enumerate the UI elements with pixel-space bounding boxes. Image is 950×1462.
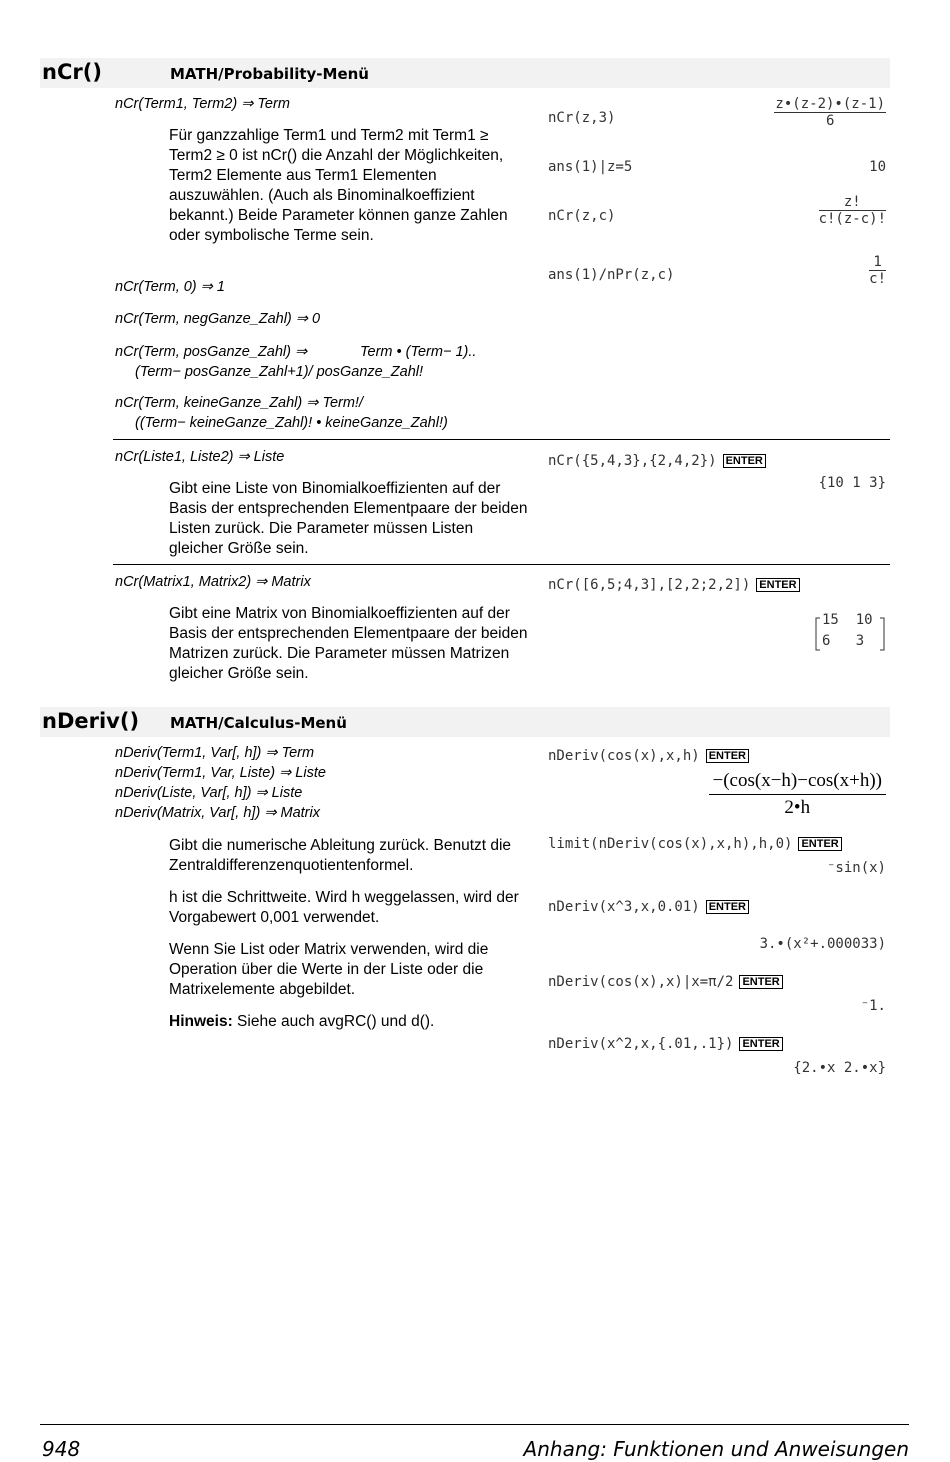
example-output (774, 96, 886, 129)
matrix-row: 6 3 (822, 633, 865, 649)
menu-path: MATH/Calculus-Menü (170, 714, 347, 732)
matrix-output (814, 612, 886, 654)
example-input: nCr(z,c) (548, 208, 616, 224)
page-number: 948 (42, 1437, 81, 1461)
note-text: Siehe auch avgRC() und d(). (237, 1013, 435, 1030)
syntax-line: nCr(Term, negGanze_Zahl) ⇒ 0 (115, 311, 321, 327)
note-label: Hinweis: (169, 1013, 233, 1030)
example-input: nCr(z,3) (548, 110, 616, 126)
example-output (869, 254, 886, 287)
fraction-numerator: 1 (869, 254, 886, 271)
enter-key-icon: ENTER (739, 1037, 782, 1051)
syntax-line: (Term− posGanze_Zahl+1)/ posGanze_Zahl! (135, 364, 424, 380)
section-divider (113, 439, 890, 440)
example-output: ⁻1. (860, 998, 886, 1014)
note-paragraph (169, 1012, 534, 1032)
syntax-line: nDeriv(Term1, Var, Liste) ⇒ Liste (115, 765, 326, 781)
syntax-line: nDeriv(Matrix, Var[, h]) ⇒ Matrix (115, 805, 320, 821)
syntax-line: nCr(Term, 0) ⇒ 1 (115, 279, 225, 295)
enter-key-icon: ENTER (756, 578, 799, 592)
matrix-row: 15 10 (822, 612, 873, 628)
fraction-numerator: z•(z-2)•(z-1) (775, 96, 885, 112)
example-input: ans(1)/nPr(z,c) (548, 267, 675, 283)
description-paragraph: Gibt eine Matrix von Binomialkoeffizienten auf der Basis der entsprechenden Elementpaare der beiden Matrizen zurück. Die Parameter müssen Matrizen gleicher Größe sein. (169, 605, 528, 682)
fraction-denominator: 2•h (784, 797, 811, 818)
description-paragraph: Wenn Sie List oder Matrix verwenden, wird die Operation über die Werte in der Liste oder die Matrixelemente abgebildet. (169, 941, 489, 998)
syntax-line: nDeriv(Liste, Var[, h]) ⇒ Liste (115, 785, 303, 801)
example-input: nDeriv(x^2,x,{.01,.1}) ENTER (548, 1036, 783, 1052)
enter-key-icon: ENTER (723, 454, 766, 468)
example-output: {10 1 3} (818, 475, 886, 491)
example-input: nDeriv(cos(x),x)|x=π/2 ENTER (548, 974, 783, 990)
function-title: nDeriv() (42, 709, 140, 733)
footer-divider (40, 1424, 909, 1425)
example-output: 10 (869, 159, 886, 175)
example-output (819, 194, 886, 227)
enter-key-icon: ENTER (706, 749, 749, 763)
example-output: 3.•(x²+.000033) (759, 936, 886, 952)
example-output: {2.•x 2.•x} (793, 1060, 886, 1076)
section-header-band (40, 707, 890, 737)
description-paragraph: Gibt die numerische Ableitung zurück. Benutzt die Zentraldifferenzenquotientenformel. (169, 837, 512, 874)
function-title: nCr() (42, 60, 102, 84)
example-input: nDeriv(x^3,x,0.01) ENTER (548, 899, 749, 915)
fraction-denominator: 6 (825, 113, 835, 129)
fraction-numerator: −(cos(x−h)−cos(x+h)) (709, 770, 886, 795)
example-input: nCr([6,5;4,3],[2,2;2,2]) ENTER (548, 577, 800, 593)
fraction-denominator: c!(z-c)! (818, 211, 886, 227)
example-input: ans(1)|z=5 (548, 159, 633, 175)
syntax-line: Term • (Term− 1).. (360, 344, 477, 360)
example-input: nCr({5,4,3},{2,4,2}) ENTER (548, 453, 766, 469)
syntax-line: nDeriv(Term1, Var[, h]) ⇒ Term (115, 745, 315, 761)
description-paragraph: h ist die Schrittweite. Wird h weggelassen, wird der Vorgabewert 0,001 verwendet. (169, 889, 519, 926)
syntax-line: nCr(Term1, Term2) ⇒ Term (115, 96, 290, 112)
section-header-band (40, 58, 890, 88)
menu-path: MATH/Probability-Menü (170, 65, 369, 83)
fraction-denominator: c! (869, 271, 886, 287)
example-output (709, 770, 886, 819)
syntax-line: nCr(Term, keineGanze_Zahl) ⇒ Term!/ (115, 395, 363, 411)
enter-key-icon: ENTER (798, 837, 841, 851)
enter-key-icon: ENTER (706, 900, 749, 914)
syntax-line: ((Term− keineGanze_Zahl)! • keineGanze_Zahl!) (135, 415, 448, 431)
example-output: ⁻sin(x) (826, 860, 886, 876)
syntax-line: nCr(Liste1, Liste2) ⇒ Liste (115, 449, 285, 465)
syntax-line: nCr(Matrix1, Matrix2) ⇒ Matrix (115, 574, 311, 590)
syntax-line: nCr(Term, posGanze_Zahl) ⇒ (115, 344, 308, 360)
example-input: limit(nDeriv(cos(x),x,h),h,0) ENTER (548, 836, 842, 852)
chapter-title: Anhang: Funktionen und Anweisungen (523, 1437, 909, 1461)
example-input: nDeriv(cos(x),x,h) ENTER (548, 748, 749, 764)
description-paragraph: Für ganzzahlige Term1 und Term2 mit Term1 ≥ Term2 ≥ 0 ist nCr() die Anzahl der Möglichkeiten, Term2 Elemente aus Term1 Elementen auszuwählen. (Auch als Binominalkoeffizient bekannt.) Beide Parameter können ganze Zahlen oder symbolische Terme sein. (169, 127, 508, 244)
fraction-numerator: z! (819, 194, 886, 211)
description-paragraph: Gibt eine Liste von Binomialkoeffizienten auf der Basis der entsprechenden Elementpaare der beiden Listen zurück. Die Parameter müssen Listen gleicher Größe sein. (169, 480, 528, 557)
enter-key-icon: ENTER (739, 975, 782, 989)
section-divider (113, 564, 890, 565)
